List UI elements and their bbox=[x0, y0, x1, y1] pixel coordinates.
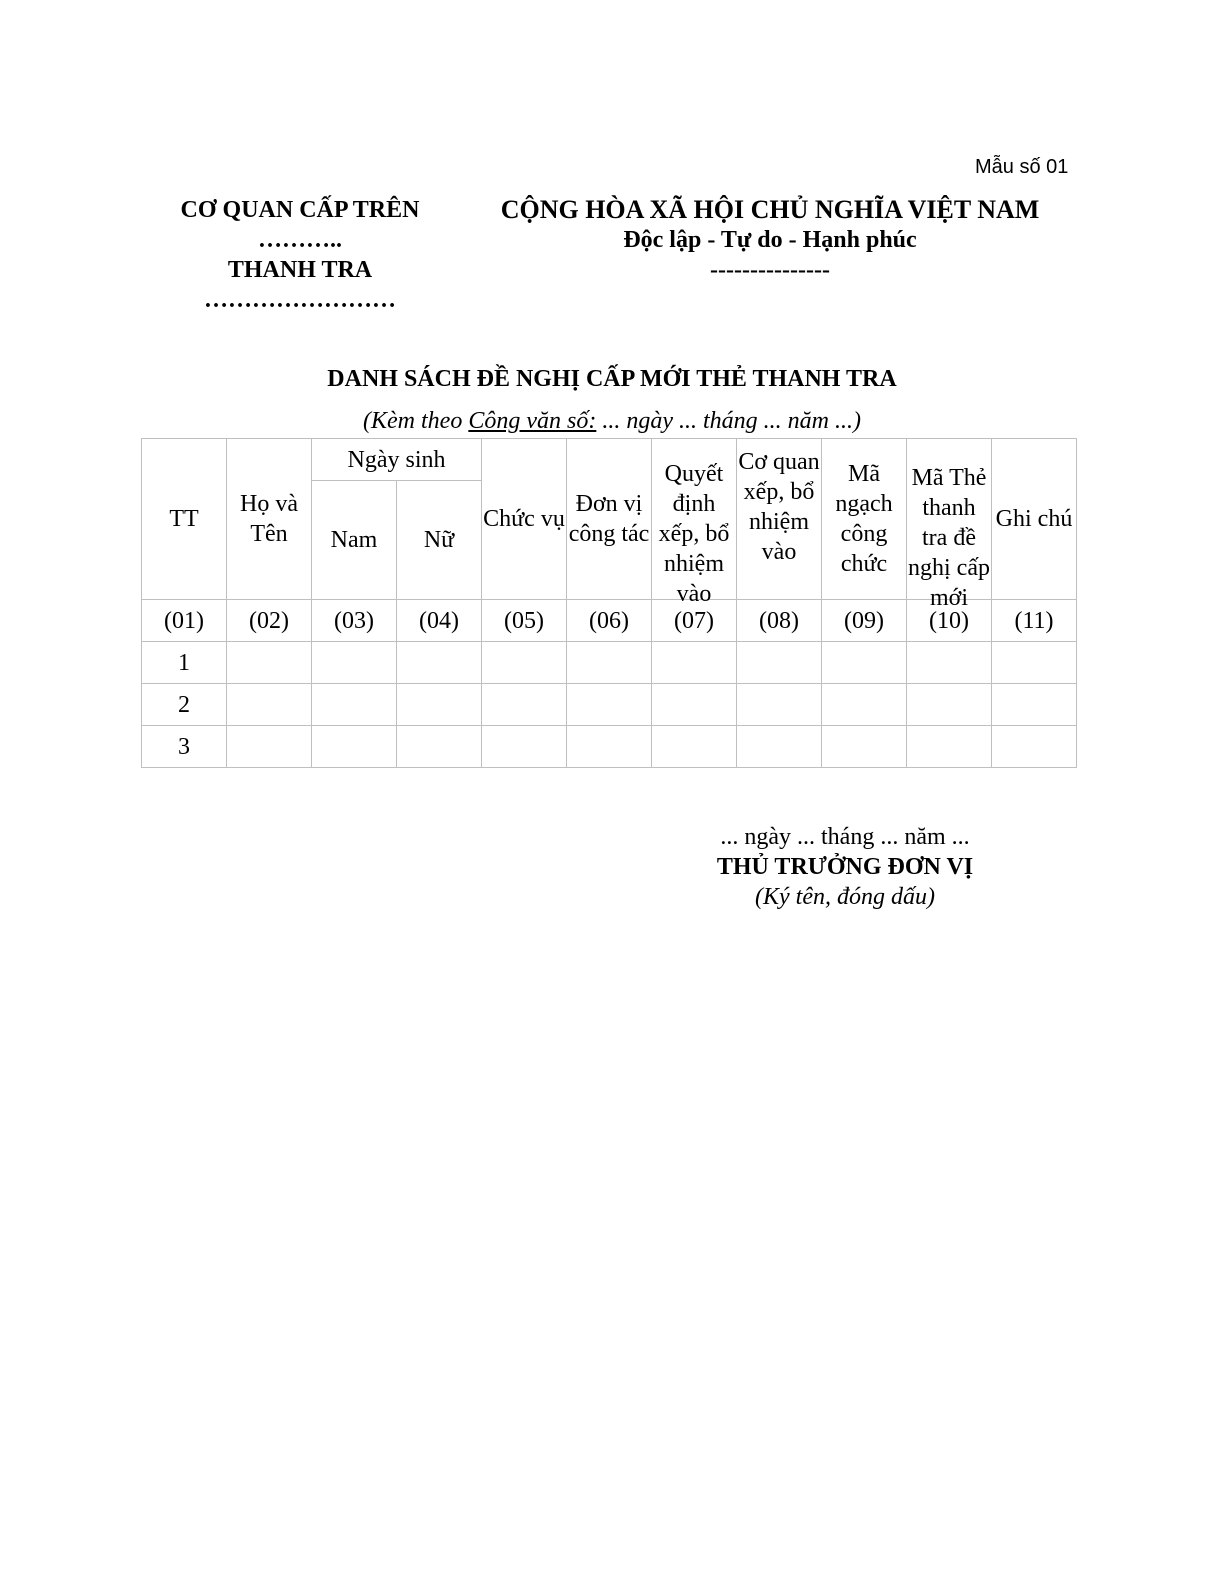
header-decision-text: Quyết định xếp, bổ nhiệm vào bbox=[658, 461, 730, 607]
header-card-code bbox=[907, 439, 992, 611]
table-cell bbox=[567, 726, 652, 768]
table-row bbox=[142, 642, 1077, 684]
column-number: (06) bbox=[567, 600, 652, 642]
column-number: (05) bbox=[482, 600, 567, 642]
table-cell bbox=[822, 684, 907, 726]
header-tt: TT bbox=[142, 439, 227, 600]
header-civil-grade-code: Mã ngạch công chức bbox=[822, 439, 907, 600]
column-number: (11) bbox=[992, 600, 1077, 642]
agency-superior: CƠ QUAN CẤP TRÊN bbox=[180, 197, 420, 223]
row-number: 3 bbox=[142, 726, 227, 768]
national-motto: Độc lập - Tự do - Hạnh phúc bbox=[623, 227, 917, 253]
table-cell bbox=[312, 642, 397, 684]
table-cell bbox=[482, 726, 567, 768]
header-notes: Ghi chú bbox=[992, 439, 1077, 600]
header-card-code-text: Mã Thẻ thanh tra đề nghị cấp mới bbox=[908, 465, 990, 611]
table-cell bbox=[312, 726, 397, 768]
column-number: (03) bbox=[312, 600, 397, 642]
header-appointing-agency-text: Cơ quan xếp, bổ nhiệm vào bbox=[738, 449, 820, 565]
header-decision bbox=[652, 439, 737, 607]
table-cell bbox=[227, 726, 312, 768]
column-number: (02) bbox=[227, 600, 312, 642]
header-birth-date: Ngày sinh bbox=[312, 439, 482, 481]
table-cell bbox=[737, 684, 822, 726]
table-cell bbox=[992, 726, 1077, 768]
table-row bbox=[142, 726, 1077, 768]
table-cell bbox=[652, 726, 737, 768]
table-cell bbox=[227, 642, 312, 684]
table-cell bbox=[822, 726, 907, 768]
column-number: (01) bbox=[142, 600, 227, 642]
signature-date: ... ngày ... tháng ... năm ... bbox=[720, 824, 970, 850]
agency-superior-dots: ……….. bbox=[258, 227, 342, 253]
table-cell bbox=[737, 642, 822, 684]
table-cell bbox=[907, 642, 992, 684]
table-cell bbox=[652, 684, 737, 726]
national-block bbox=[470, 195, 1070, 285]
table-cell bbox=[652, 642, 737, 684]
header-male: Nam bbox=[312, 481, 397, 600]
motto-separator: --------------- bbox=[710, 257, 830, 283]
form-number: Mẫu số 01 bbox=[975, 156, 1069, 178]
column-number: (09) bbox=[822, 600, 907, 642]
column-number: (07) bbox=[652, 600, 737, 642]
candidate-table bbox=[141, 438, 1077, 768]
header-full-name: Họ và Tên bbox=[227, 439, 312, 600]
table-cell bbox=[397, 726, 482, 768]
signature-block bbox=[600, 822, 1090, 912]
signature-note: (Ký tên, đóng dấu) bbox=[755, 884, 935, 910]
table-cell bbox=[822, 642, 907, 684]
signature-position: THỦ TRƯỞNG ĐƠN VỊ bbox=[716, 854, 974, 880]
table-cell bbox=[312, 684, 397, 726]
table-cell bbox=[482, 642, 567, 684]
table-cell bbox=[482, 684, 567, 726]
table-cell bbox=[992, 642, 1077, 684]
country-name: CỘNG HÒA XÃ HỘI CHỦ NGHĨA VIỆT NAM bbox=[500, 195, 1040, 224]
column-number: (08) bbox=[737, 600, 822, 642]
subtitle-reference: Công văn số: bbox=[468, 408, 597, 434]
row-number: 1 bbox=[142, 642, 227, 684]
header-appointing-agency bbox=[737, 439, 822, 600]
subtitle-prefix: (Kèm theo bbox=[363, 408, 469, 434]
table-cell bbox=[907, 684, 992, 726]
column-number-row bbox=[142, 600, 1077, 642]
table-cell bbox=[992, 684, 1077, 726]
subtitle-suffix: ... ngày ... tháng ... năm ...) bbox=[596, 408, 861, 434]
table-cell bbox=[397, 684, 482, 726]
table-cell bbox=[567, 642, 652, 684]
table-cell bbox=[907, 726, 992, 768]
header-female: Nữ bbox=[397, 481, 482, 600]
agency-name-dots: …………………… bbox=[204, 287, 396, 313]
column-number: (04) bbox=[397, 600, 482, 642]
agency-block bbox=[150, 195, 450, 315]
header-work-unit: Đơn vị công tác bbox=[567, 439, 652, 600]
table-cell bbox=[397, 642, 482, 684]
column-number: (10) bbox=[907, 600, 992, 642]
document-title: DANH SÁCH ĐỀ NGHỊ CẤP MỚI THẺ THANH TRA bbox=[327, 366, 897, 392]
document-subtitle bbox=[0, 408, 1224, 435]
table-row bbox=[142, 684, 1077, 726]
row-number: 2 bbox=[142, 684, 227, 726]
header-position: Chức vụ bbox=[482, 439, 567, 600]
table-cell bbox=[227, 684, 312, 726]
table-cell bbox=[567, 684, 652, 726]
table-cell bbox=[737, 726, 822, 768]
agency-name: THANH TRA bbox=[227, 257, 373, 283]
